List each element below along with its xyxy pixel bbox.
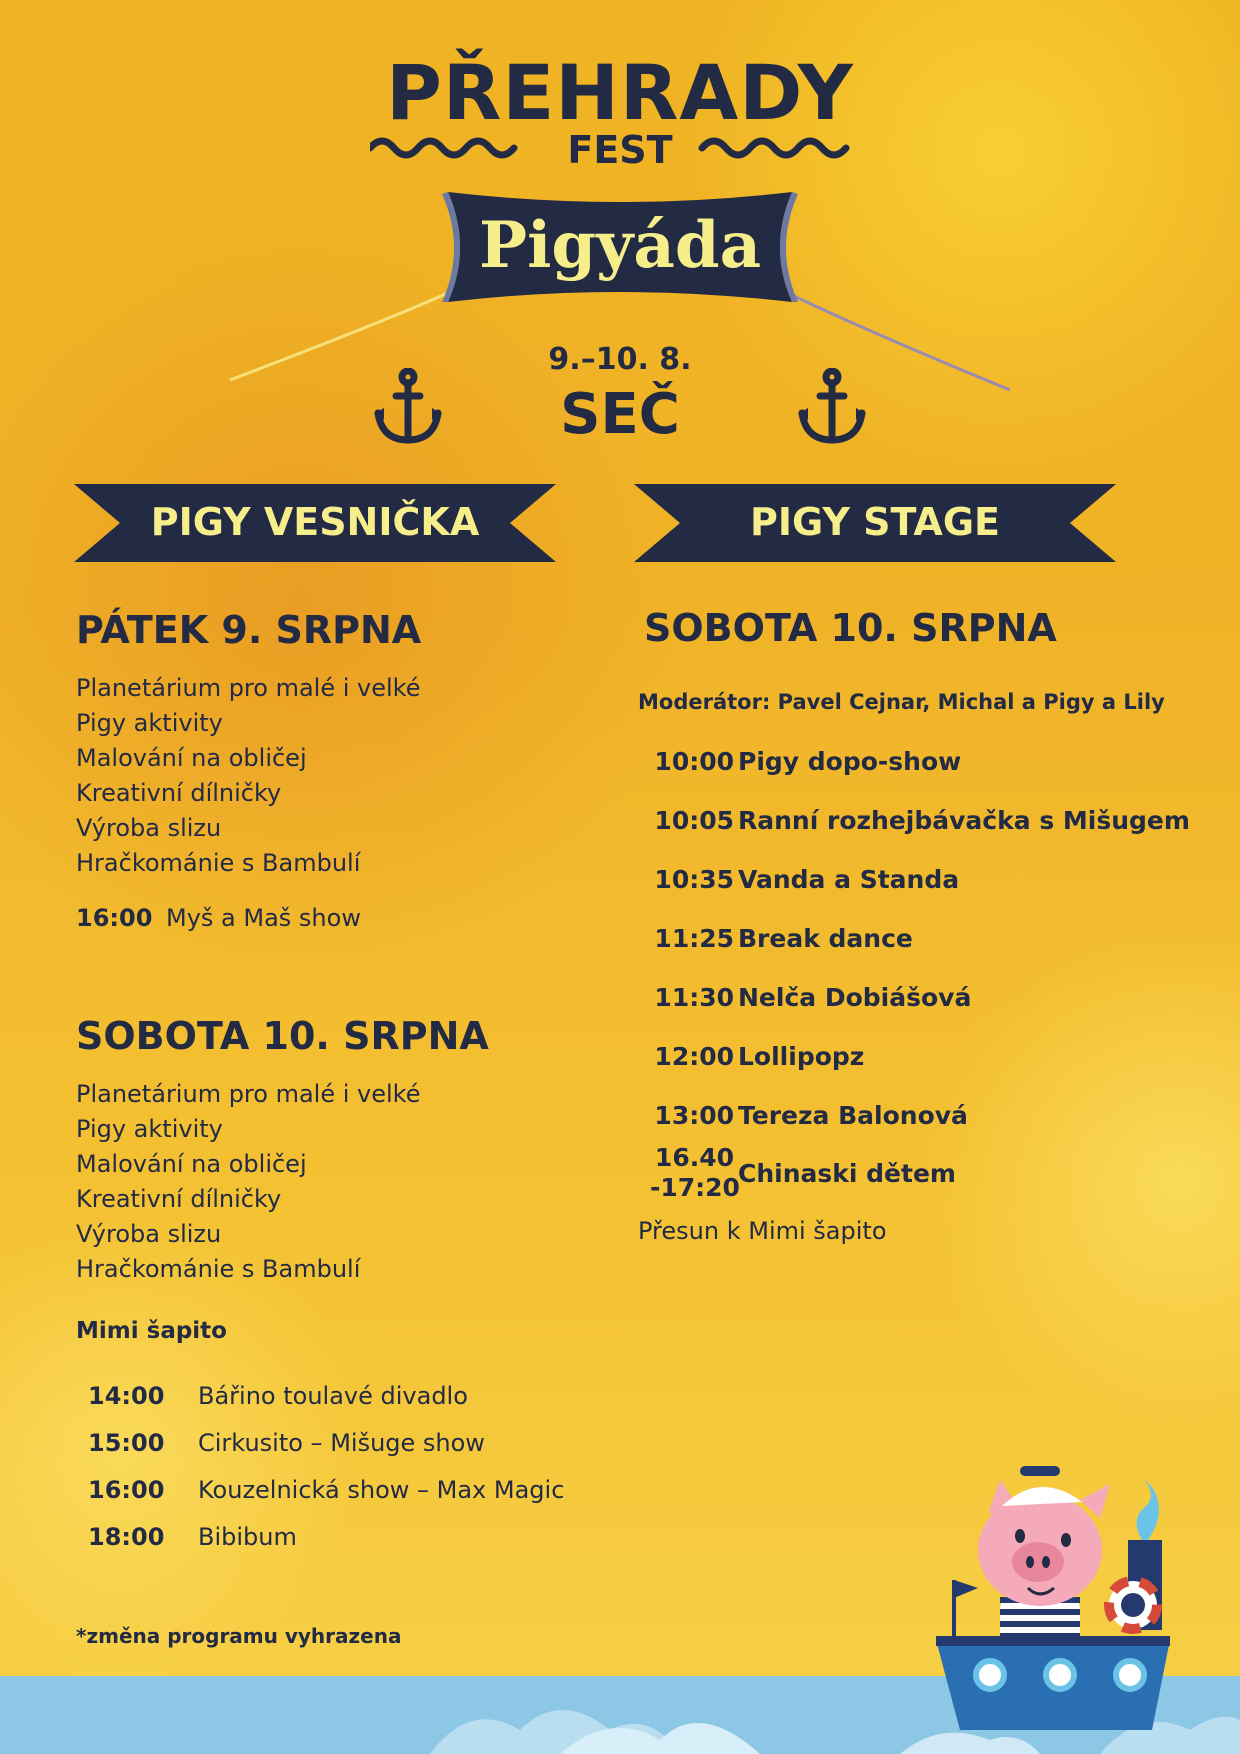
- list-item: Výroba slizu: [76, 1220, 222, 1248]
- stage-act: Nelča Dobiášová: [738, 983, 972, 1012]
- list-item: Planetárium pro malé i velké: [76, 674, 421, 702]
- schedule-time: 18:00: [88, 1523, 165, 1551]
- show-name: Myš a Maš show: [166, 904, 361, 932]
- stage-act: Ranní rozhejbávačka s Mišugem: [738, 806, 1190, 835]
- list-item: Výroba slizu: [76, 814, 222, 842]
- saturday-title: SOBOTA 10. SRPNA: [76, 1014, 489, 1058]
- stage-time: 10:00: [654, 747, 734, 776]
- list-item: Malování na obličej: [76, 744, 307, 772]
- stage-row: [650, 924, 1210, 956]
- stage-row: [650, 983, 1210, 1015]
- stage-footer: Přesun k Mimi šapito: [638, 1217, 887, 1245]
- stage-row-last: [650, 1141, 1210, 1205]
- stage-row: [650, 747, 1210, 779]
- banner-title: Pigyáda: [478, 208, 762, 283]
- schedule-name: Bibibum: [198, 1523, 297, 1551]
- stage-time: 11:30: [654, 983, 734, 1012]
- list-item: Pigy aktivity: [76, 709, 223, 737]
- saturday-activities: [76, 1077, 420, 1287]
- program-note: *změna programu vyhrazena: [76, 1624, 402, 1648]
- festival-title: PŘEHRADY: [386, 48, 854, 137]
- anchor-icon: [796, 368, 868, 448]
- list-item: Malování na obličej: [76, 1150, 307, 1178]
- festival-date: 9.–10. 8.: [548, 342, 692, 377]
- friday-activities: [76, 671, 420, 881]
- stage-act: Chinaski dětem: [738, 1159, 956, 1188]
- festival-place: SEČ: [560, 382, 680, 447]
- stage-row: [650, 865, 1210, 897]
- stage-time-end: -17:20: [650, 1173, 740, 1202]
- schedule-row: [88, 1523, 297, 1551]
- stage-row: [650, 1101, 1210, 1133]
- stage-row: [650, 1042, 1210, 1074]
- stage-time-start: 16.40: [654, 1143, 734, 1172]
- venue-label: Mimi šapito: [76, 1318, 227, 1344]
- stage-day-title: SOBOTA 10. SRPNA: [644, 606, 1057, 650]
- pig-sailor-boat-illustration: [930, 1440, 1190, 1740]
- schedule-time: 15:00: [88, 1429, 165, 1457]
- list-item: Pigy aktivity: [76, 1115, 223, 1143]
- list-item: Hračkománie s Bambulí: [76, 849, 361, 877]
- schedule-name: Bářino toulavé divadlo: [198, 1382, 468, 1410]
- stage-time: 12:00: [654, 1042, 734, 1071]
- stage-time: 11:25: [654, 924, 734, 953]
- stage-time: 10:05: [654, 806, 734, 835]
- list-item: Kreativní dílničky: [76, 1185, 282, 1213]
- stage-row: [650, 806, 1210, 838]
- anchor-icon: [372, 368, 444, 448]
- schedule-row: [88, 1429, 485, 1457]
- stage-act: Lollipopz: [738, 1042, 865, 1071]
- schedule-row: [88, 1476, 564, 1504]
- festival-subtitle: FEST: [567, 128, 673, 172]
- schedule-name: Cirkusito – Mišuge show: [198, 1429, 485, 1457]
- list-item: Planetárium pro malé i velké: [76, 1080, 421, 1108]
- schedule-name: Kouzelnická show – Max Magic: [198, 1476, 565, 1504]
- moderator-line: Moderátor: Pavel Cejnar, Michal a Pigy a Lily: [638, 690, 1165, 714]
- stage-time: 13:00: [654, 1101, 734, 1130]
- friday-show: [76, 904, 361, 932]
- schedule-time: 14:00: [88, 1382, 165, 1410]
- show-time: 16:00: [76, 904, 153, 932]
- stage-time: 10:35: [654, 865, 734, 894]
- list-item: Hračkománie s Bambulí: [76, 1255, 361, 1283]
- schedule-row: [88, 1382, 468, 1410]
- list-item: Kreativní dílničky: [76, 779, 282, 807]
- friday-title: PÁTEK 9. SRPNA: [76, 608, 422, 652]
- ribbon-stage-label: PIGY STAGE: [750, 500, 1000, 544]
- schedule-time: 16:00: [88, 1476, 165, 1504]
- stage-act: Tereza Balonová: [738, 1101, 968, 1130]
- stage-act: Pigy dopo-show: [738, 747, 962, 776]
- ribbon-vesnicka-label: PIGY VESNIČKA: [150, 500, 480, 544]
- stage-act: Vanda a Standa: [738, 865, 960, 894]
- stage-act: Break dance: [738, 924, 913, 953]
